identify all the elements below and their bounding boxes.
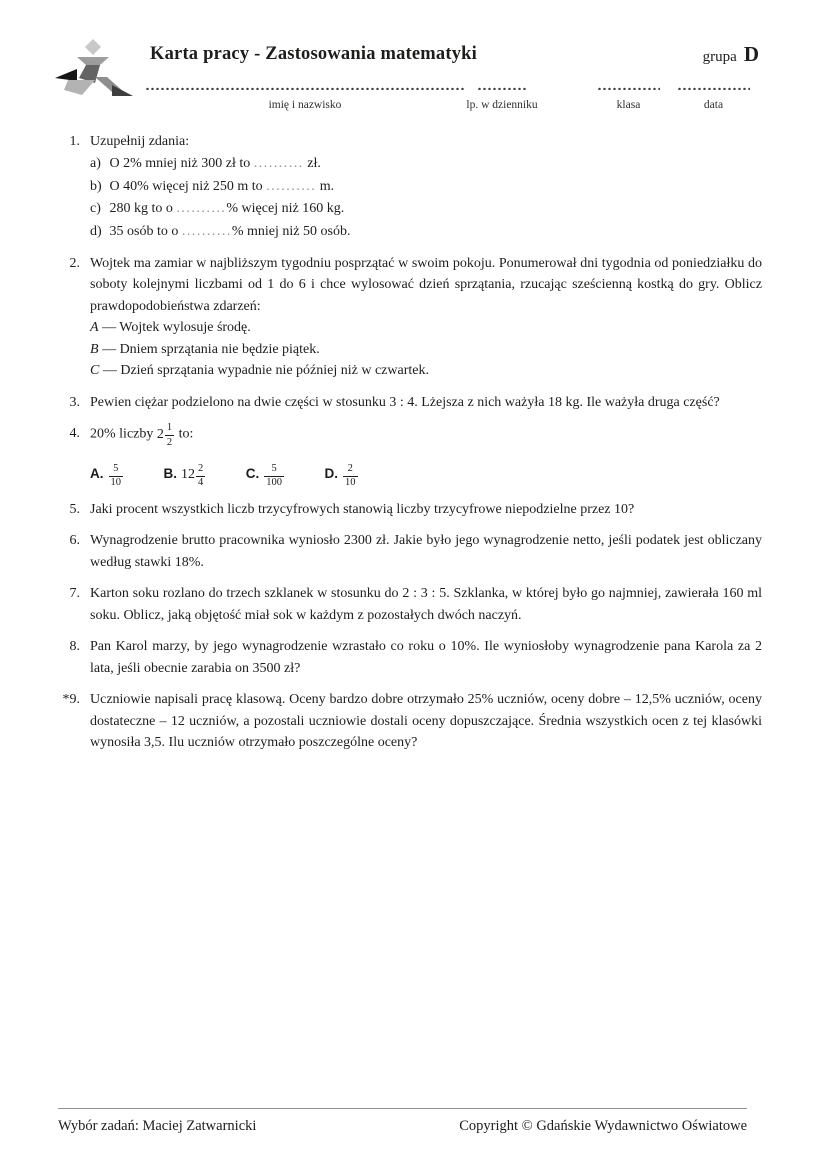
answer-blank: .......... xyxy=(266,178,317,194)
item-letter: a) xyxy=(90,156,101,171)
item-text-after: % więcej niż 160 kg. xyxy=(226,201,345,216)
problem-9 xyxy=(0,689,828,754)
problem-9-number: *9. xyxy=(62,692,80,707)
problem-8 xyxy=(0,636,828,679)
problem-7 xyxy=(0,583,828,626)
choice-letter: D. xyxy=(324,466,338,481)
problem-6 xyxy=(0,530,828,573)
mixed-number xyxy=(156,422,175,448)
journal-field-label: lp. w dzienniku xyxy=(466,99,538,111)
choice-whole: 12 xyxy=(181,467,195,482)
problem-1-item-b xyxy=(90,176,762,198)
choice-a xyxy=(90,462,124,488)
problem-3 xyxy=(0,392,828,414)
fraction xyxy=(263,464,285,489)
problem-2-event-c xyxy=(90,360,762,382)
fraction-denominator: 10 xyxy=(110,477,121,488)
problem-2 xyxy=(0,253,828,382)
problem-4-intro xyxy=(90,423,762,448)
problem-9-text: Uczniowie napisali pracę klasową. Oceny bardzo dobre otrzymało 25% uczniów, oceny dobre – 12,5% uczniów, oceny dostateczne – 12 uczniów, a pozostali uczniowie dostali oceny dopuszczające. Średnia wszystkich ocen z tej klasówki wynosiła 3,5. Ilu uczniów otrzymało poszczególne oceny? xyxy=(90,692,762,750)
fraction-denominator: 2 xyxy=(166,436,173,448)
problem-2-event-a xyxy=(90,317,762,339)
fraction-numerator: 5 xyxy=(113,462,119,474)
item-text: 35 osób to o xyxy=(109,223,179,239)
intro-text-after: to: xyxy=(178,426,194,442)
fraction-numerator: 2 xyxy=(347,462,353,474)
journal-blank-line xyxy=(477,86,527,90)
page-footer xyxy=(58,1108,747,1138)
fraction-numerator: 2 xyxy=(198,462,204,474)
item-text: 280 kg to o xyxy=(109,201,173,216)
event-letter: A xyxy=(90,320,99,335)
class-field-label: klasa xyxy=(616,99,641,111)
mixed-whole: 2 xyxy=(156,426,164,442)
item-text: O 40% więcej niż 250 m to xyxy=(109,178,263,194)
page-title: Karta pracy - Zastosowania matematyki xyxy=(150,44,478,64)
field-journal-number xyxy=(466,86,538,117)
item-letter: b) xyxy=(90,178,102,194)
problem-2-event-b xyxy=(90,339,762,361)
group-label: grupa xyxy=(702,49,737,65)
field-date xyxy=(677,86,750,117)
problem-7-text: Karton soku rozlano do trzech szklanek w stosunku do 2 : 3 : 5. Szklanka, w której było go najmniej, zawierała 160 ml soku. Oblicz, jaką objętość miał sok w każdym z pozostałych dwóch naczyń. xyxy=(90,586,762,623)
intro-text: 20% liczby xyxy=(90,426,154,442)
answer-blank: .......... xyxy=(253,156,304,171)
date-blank-line xyxy=(677,86,750,90)
problem-1-intro: Uzupełnij zdania: xyxy=(90,134,190,149)
footer-credit: Wybór zadań: Maciej Zatwarnicki xyxy=(58,1118,257,1134)
fraction xyxy=(164,423,175,448)
problem-5-text: Jaki procent wszystkich liczb trzycyfrowych stanowią liczby trzycyfrowe niepodzielne przez 10? xyxy=(90,501,635,517)
event-letter: B xyxy=(90,341,99,357)
fraction-denominator: 4 xyxy=(198,477,204,488)
item-text: O 2% mniej niż 300 zł to xyxy=(109,156,251,171)
problem-1 xyxy=(0,131,828,243)
problem-1-item-d xyxy=(90,221,762,243)
problem-4-number: 4. xyxy=(69,426,80,441)
problem-4 xyxy=(0,423,828,489)
item-text-after: % mniej niż 50 osób. xyxy=(231,223,351,239)
problem-3-number: 3. xyxy=(69,394,80,410)
problem-8-number: 8. xyxy=(69,639,80,654)
name-field-label: imię i nazwisko xyxy=(268,99,342,111)
problem-1-item-c xyxy=(90,198,762,220)
group-value: D xyxy=(743,42,759,66)
item-letter: c) xyxy=(90,201,101,216)
problem-1-item-a xyxy=(90,153,762,175)
choice-letter: A. xyxy=(90,466,104,481)
choice-d xyxy=(324,462,359,488)
date-field-label: data xyxy=(703,99,724,111)
gwo-tangram-runner-logo xyxy=(48,33,136,115)
item-text-after: zł. xyxy=(307,156,321,171)
student-fields xyxy=(145,86,750,117)
group-badge xyxy=(703,44,759,69)
problem-6-number: 6. xyxy=(69,533,80,548)
problem-6-text: Wynagrodzenie brutto pracownika wyniosło 2300 zł. Jakie było jego wynagrodzenie netto, jeśli podatek jest obliczany według stawki 18%. xyxy=(90,533,762,570)
footer-copyright: Copyright © Gdańskie Wydawnictwo Oświatowe xyxy=(459,1118,747,1134)
problem-1-number: 1. xyxy=(69,134,80,149)
fraction xyxy=(195,464,206,489)
fraction-denominator: 10 xyxy=(345,477,356,488)
problem-list xyxy=(0,131,828,764)
choice-b xyxy=(163,462,207,488)
field-class xyxy=(597,86,660,117)
answer-blank: .......... xyxy=(176,201,227,216)
class-blank-line xyxy=(597,86,660,90)
problem-3-text: Pewien ciężar podzielono na dwie części w stosunku 3 : 4. Lżejsza z nich ważyła 18 kg. Ile ważyła druga część? xyxy=(90,394,720,410)
answer-blank: .......... xyxy=(181,223,232,239)
event-text: — Dniem sprzątania nie będzie piątek. xyxy=(102,341,320,357)
item-text-after: m. xyxy=(319,178,335,194)
name-blank-line xyxy=(145,86,465,90)
choice-letter: C. xyxy=(245,466,260,481)
problem-4-choices xyxy=(90,461,762,489)
item-letter: d) xyxy=(90,223,102,239)
fraction xyxy=(108,464,125,489)
problem-2-text: Wojtek ma zamiar w najbliższym tygodniu posprzątać w swoim pokoju. Ponumerował dni tygodnia od poniedziałku do soboty kolejnymi liczbami od 1 do 6 i chce wylosować dzień sprzątania, rzucając sześcienną kostką do gry. Oblicz prawdopodobieństwa zdarzeń: xyxy=(90,255,762,314)
fraction xyxy=(342,464,359,489)
problem-5-number: 5. xyxy=(69,501,80,517)
problem-7-number: 7. xyxy=(69,586,80,601)
fraction-denominator: 100 xyxy=(266,477,282,488)
event-letter: C xyxy=(90,363,100,378)
problem-8-text: Pan Karol marzy, by jego wynagrodzenie wzrastało co roku o 10%. Ile wyniosłoby wynagrodzenie pana Karola za 2 lata, jeśli obecnie zarabia on 3500 zł? xyxy=(90,639,762,676)
fraction-numerator: 5 xyxy=(271,462,277,474)
choice-letter: B. xyxy=(163,466,177,481)
problem-2-number: 2. xyxy=(69,255,80,271)
problem-5 xyxy=(0,499,828,521)
choice-c xyxy=(245,462,285,488)
fraction-numerator: 1 xyxy=(166,422,173,433)
field-name xyxy=(145,86,465,117)
event-text: — Wojtek wylosuje środę. xyxy=(102,320,251,335)
event-text: — Dzień sprzątania wypadnie nie później niż w czwartek. xyxy=(102,363,429,378)
